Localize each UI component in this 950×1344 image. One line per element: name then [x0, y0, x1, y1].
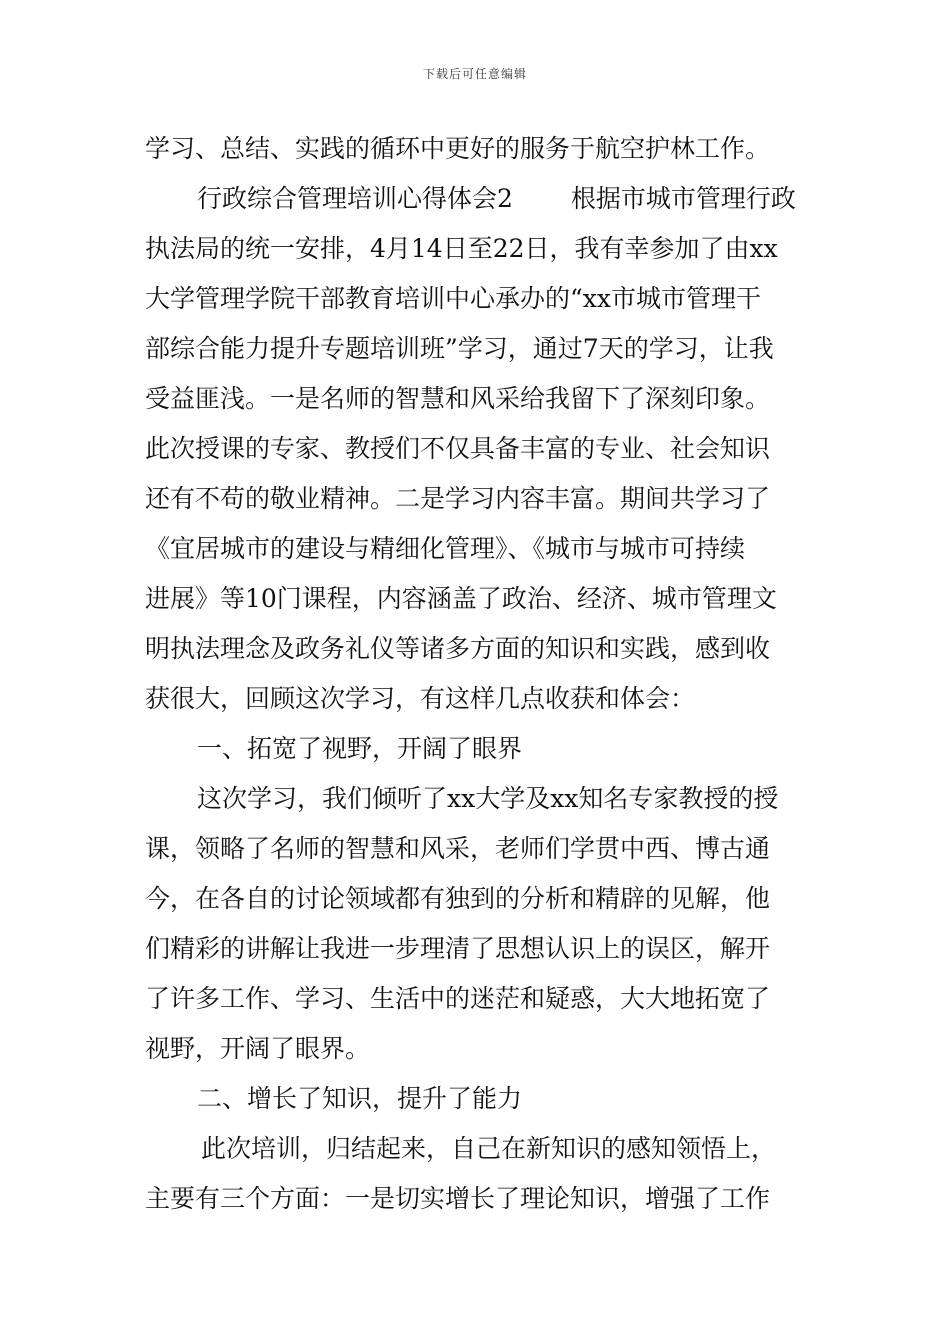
paragraph-line: 《宜居城市的建设与精细化管理》、《城市与城市可持续 [145, 534, 746, 563]
paragraph-line: 进展》等10门课程，内容涵盖了政治、经济、城市管理文 [145, 584, 777, 613]
paragraph-line: 获很大，回顾这次学习，有这样几点收获和体会： [145, 684, 696, 713]
paragraph-line: 学习、总结、实践的循环中更好的服务于航空护林工作。 [145, 134, 771, 163]
section-heading: 行政综合管理培训心得体会2 [197, 184, 513, 213]
paragraph-line: 视野，开阔了眼界。 [145, 1034, 371, 1063]
paragraph-line: 大学管理学院干部教育培训中心承办的“xx市城市管理干 [145, 284, 761, 313]
paragraph-line: 们精彩的讲解让我进一步理清了思想认识上的误区，解开 [145, 934, 771, 963]
paragraph-start: 根据市城市管理行政 [570, 184, 796, 213]
paragraph-line: 明执法理念及政务礼仪等诸多方面的知识和实践，感到收 [145, 634, 771, 663]
subheading-1: 一、拓宽了视野，开阔了眼界 [197, 734, 523, 763]
paragraph-line: 受益匪浅。一是名师的智慧和风采给我留下了深刻印象。 [145, 384, 771, 413]
paragraph-line: 主要有三个方面：一是切实增长了理论知识，增强了工作 [145, 1184, 771, 1213]
subheading-2: 二、增长了知识，提升了能力 [197, 1084, 523, 1113]
page-header: 下载后可任意编辑 [422, 67, 527, 81]
paragraph-line: 课，领略了名师的智慧和风采，老师们学贯中西、博古通 [145, 834, 771, 863]
paragraph-line: 还有不苟的敬业精神。二是学习内容丰富。期间共学习了 [145, 484, 771, 513]
paragraph-line: 此次培训，归结起来，自己在新知识的感知领悟上， [201, 1134, 777, 1163]
section-heading-line [145, 174, 810, 224]
paragraph-line: 这次学习，我们倾听了xx大学及xx知名专家教授的授 [197, 784, 779, 813]
paragraph-line: 执法局的统一安排，4月14日至22日，我有幸参加了由xx [145, 234, 778, 263]
paragraph-line: 部综合能力提升专题培训班”学习，通过7天的学习，让我 [145, 334, 774, 363]
paragraph-line: 今，在各自的讨论领域都有独到的分析和精辟的见解，他 [145, 884, 771, 913]
paragraph-line: 此次授课的专家、教授们不仅具备丰富的专业、社会知识 [145, 434, 771, 463]
document-body [145, 124, 810, 1224]
paragraph-line: 了许多工作、学习、生活中的迷茫和疑惑，大大地拓宽了 [145, 984, 771, 1013]
